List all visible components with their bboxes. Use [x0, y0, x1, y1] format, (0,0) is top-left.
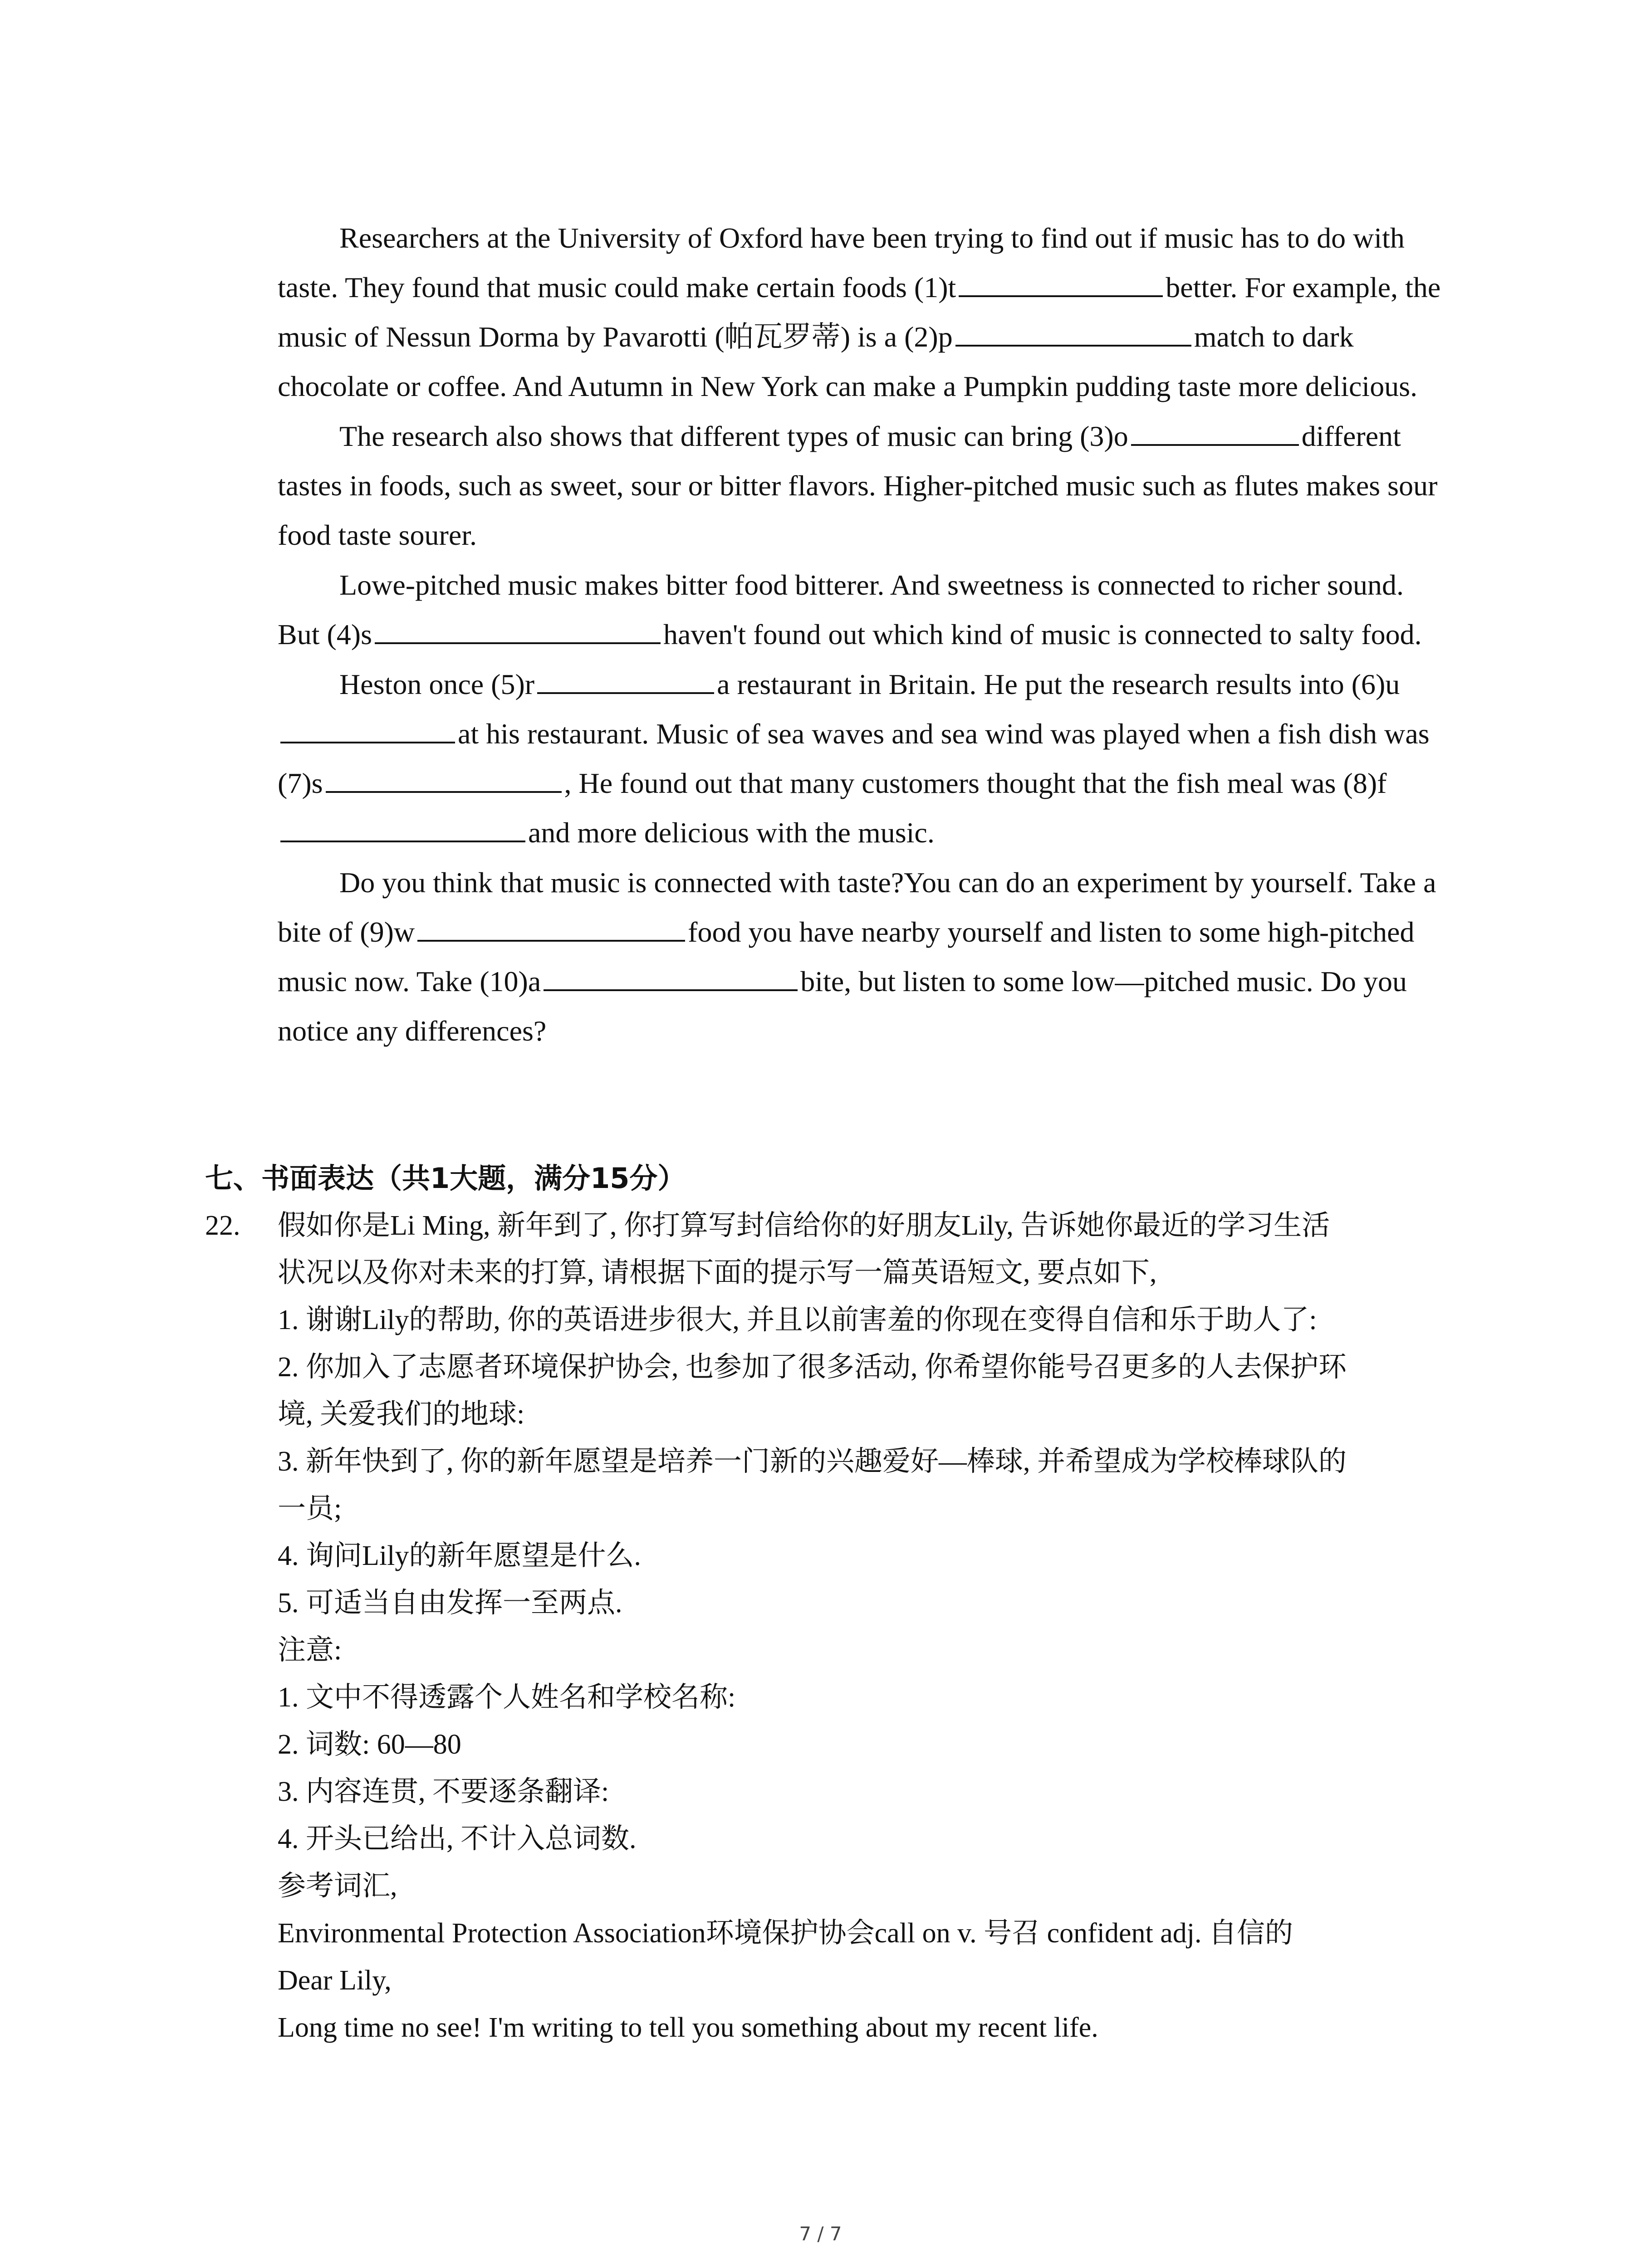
- question-number: 22.: [205, 1210, 240, 1241]
- answer-blank-7[interactable]: [326, 763, 562, 793]
- passage-paragraph-2: [278, 411, 1448, 560]
- passage-paragraph-1: [278, 213, 1448, 411]
- passage-text: food you have nearby yourself and listen to some high-pitched music now. Take (10)a: [278, 916, 1415, 997]
- answer-blank-9[interactable]: [417, 912, 685, 942]
- question-line: 3. 内容连贯, 不要逐条翻译:: [278, 1776, 609, 1807]
- question-line: 假如你是Li Ming, 新年到了, 你打算写封信给你的好朋友Lily, 告诉她你最近的学习生活: [278, 1210, 1330, 1241]
- passage-paragraph-5: [278, 858, 1448, 1056]
- passage-text: bite, but listen to some low—pitched music. Do you notice any differences?: [278, 965, 1407, 1047]
- question-line: 境, 关爱我们的地球:: [278, 1399, 525, 1430]
- question-line: 4. 询问Lily的新年愿望是什么.: [278, 1540, 641, 1571]
- passage-text: The research also shows that different types of music can bring (3)o: [339, 420, 1128, 452]
- passage-text: , He found out that many customers thought that the fish meal was (8)f: [564, 767, 1387, 799]
- question-line: Dear Lily,: [278, 1965, 392, 1996]
- passage-text: match to dark chocolate or coffee. And Autumn in New York can make a Pumpkin pudding taste more delicious.: [278, 321, 1418, 402]
- answer-blank-1[interactable]: [959, 267, 1163, 297]
- answer-blank-4[interactable]: [375, 614, 661, 644]
- question-body: [278, 1202, 1457, 2051]
- passage-paragraph-3: [278, 560, 1448, 659]
- passage-text: a restaurant in Britain. He put the research results into (6)u: [717, 668, 1400, 700]
- passage-text: better. For example, the music of Nessun Dorma by Pavarotti (帕瓦罗蒂) is a (2)p: [278, 271, 1441, 353]
- answer-blank-8[interactable]: [280, 812, 525, 842]
- question-line: 4. 开头已给出, 不计入总词数.: [278, 1823, 637, 1854]
- question-line: 2. 你加入了志愿者环境保护协会, 也参加了很多活动, 你希望你能号召更多的人去保护环: [278, 1352, 1347, 1383]
- question-line: 状况以及你对未来的打算, 请根据下面的提示写一篇英语短文, 要点如下,: [278, 1257, 1157, 1288]
- passage-paragraph-4: [278, 660, 1448, 857]
- question-line: 1. 谢谢Lily的帮助, 你的英语进步很大, 并且以前害羞的你现在变得自信和乐于助人了:: [278, 1305, 1317, 1335]
- section-heading: 七、书面表达（共1大题，满分15分）: [205, 1162, 686, 1195]
- question-line: Long time no see! I'm writing to tell you something about my recent life.: [278, 2012, 1098, 2043]
- passage-text: Do you think that music is connected with taste?You can do an experiment by yourself. Take a bite of (9)w: [278, 866, 1436, 948]
- passage-text: haven't found out which kind of music is connected to salty food.: [663, 618, 1422, 650]
- passage-text: at his restaurant. Music of sea waves and sea wind was played when a fish dish was (7)s: [278, 718, 1430, 799]
- question-line: 注意:: [278, 1635, 342, 1666]
- passage-text: Heston once (5)r: [339, 668, 535, 700]
- passage-text: different tastes in foods, such as sweet, sour or bitter flavors. Higher-pitched music such as flutes makes sour food taste sourer.: [278, 420, 1438, 551]
- question-line: Environmental Protection Association环境保护协会call on v. 号召 confident adj. 自信的: [278, 1918, 1293, 1949]
- question-line: 2. 词数: 60—80: [278, 1729, 461, 1760]
- answer-blank-5[interactable]: [537, 664, 714, 694]
- passage-text: and more delicious with the music.: [528, 816, 935, 849]
- question-line: 1. 文中不得透露个人姓名和学校名称:: [278, 1682, 736, 1713]
- passage-text: Researchers at the University of Oxford have been trying to find out if music has to do with taste. They found that music could make certain foods (1)t: [278, 222, 1405, 303]
- passage-text: Lowe-pitched music makes bitter food bitterer. And sweetness is connected to richer sound. But (4)s: [278, 569, 1404, 650]
- answer-blank-2[interactable]: [955, 317, 1191, 347]
- answer-blank-6[interactable]: [280, 714, 455, 743]
- question-line: 一员;: [278, 1493, 342, 1524]
- question-line: 参考词汇,: [278, 1871, 397, 1901]
- writing-question: [205, 1202, 1457, 2051]
- page-number: 7 / 7: [799, 2223, 842, 2245]
- question-line: 3. 新年快到了, 你的新年愿望是培养一门新的兴趣爱好—棒球, 并希望成为学校棒球队的: [278, 1446, 1347, 1477]
- answer-blank-10[interactable]: [544, 961, 798, 991]
- cloze-passage: [278, 213, 1448, 1056]
- answer-blank-3[interactable]: [1131, 416, 1299, 446]
- question-line: 5. 可适当自由发挥一至两点.: [278, 1588, 622, 1618]
